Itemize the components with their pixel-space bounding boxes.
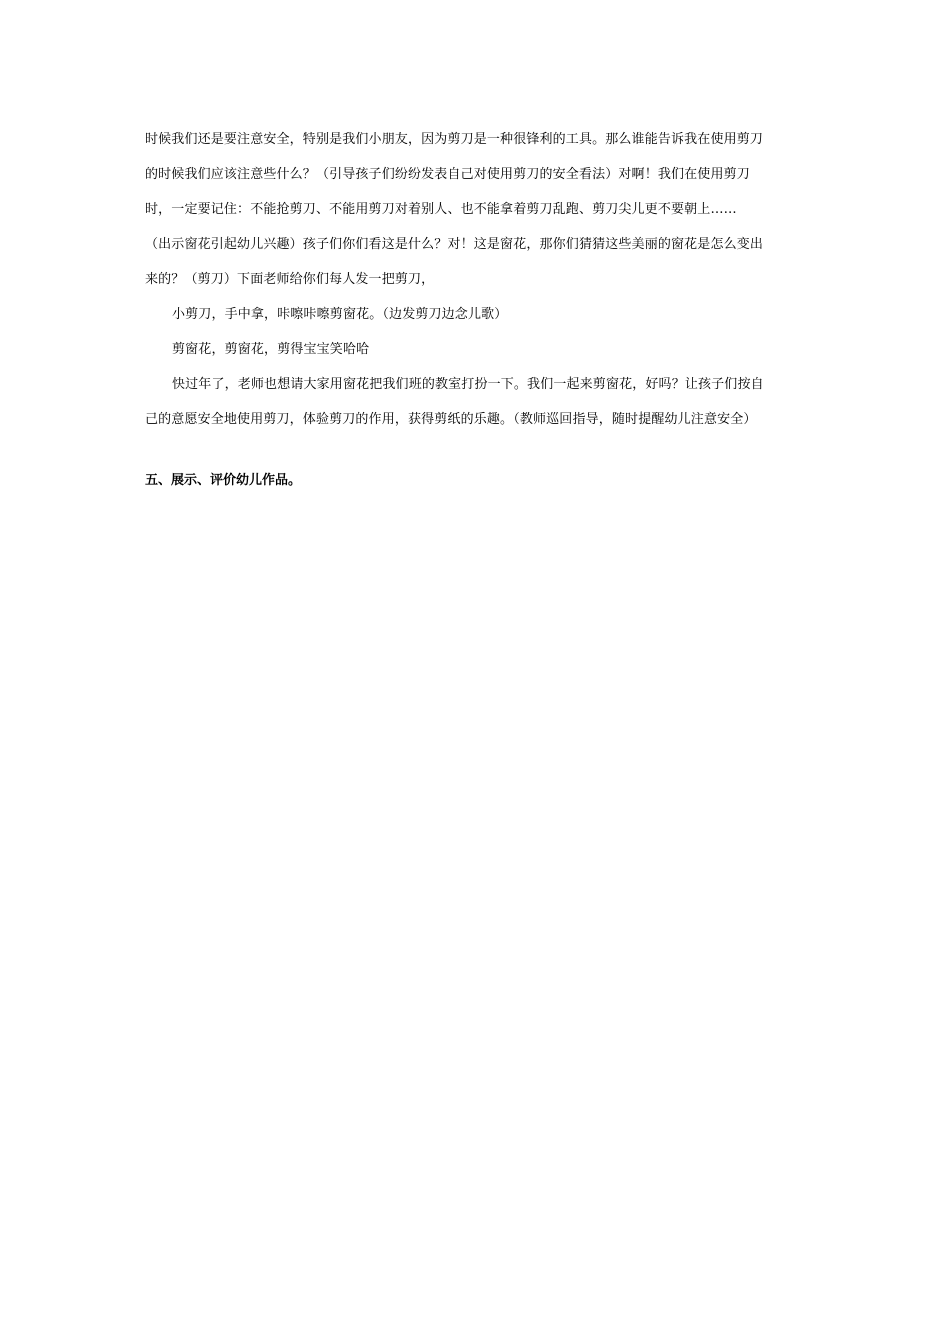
section-heading: 五、展示、评价幼儿作品。 [145, 473, 302, 488]
paragraph-line-1: 时候我们还是要注意安全，特别是我们小朋友，因为剪刀是一种很锋利的工具。那么谁能告诉我在使用剪刀 [145, 132, 764, 147]
rhyme-line-2: 剪窗花，剪窗花，剪得宝宝笑哈哈 [172, 342, 370, 357]
paragraph-line-6: 快过年了，老师也想请大家用窗花把我们班的教室打扮一下。我们一起来剪窗花，好吗？让孩子们按自 [172, 377, 764, 392]
paragraph-line-2: 的时候我们应该注意些什么？（引导孩子们纷纷发表自己对使用剪刀的安全看法）对啊！我们在使用剪刀 [145, 167, 750, 182]
paragraph-line-5: 来的？（剪刀）下面老师给你们每人发一把剪刀， [145, 272, 435, 287]
paragraph-line-4: （出示窗花引起幼儿兴趣）孩子们你们看这是什么？对！这是窗花，那你们猜猜这些美丽的窗花是怎么变出 [145, 237, 764, 252]
paragraph-line-3: 时，一定要记住：不能抢剪刀、不能用剪刀对着别人、也不能拿着剪刀乱跑、剪刀尖儿更不要朝上…… [145, 202, 737, 217]
rhyme-line-1: 小剪刀，手中拿，咔嚓咔嚓剪窗花。（边发剪刀边念儿歌） [172, 307, 508, 322]
paragraph-line-7: 己的意愿安全地使用剪刀，体验剪刀的作用，获得剪纸的乐趣。（教师巡回指导，随时提醒幼儿注意安全） [145, 412, 757, 427]
